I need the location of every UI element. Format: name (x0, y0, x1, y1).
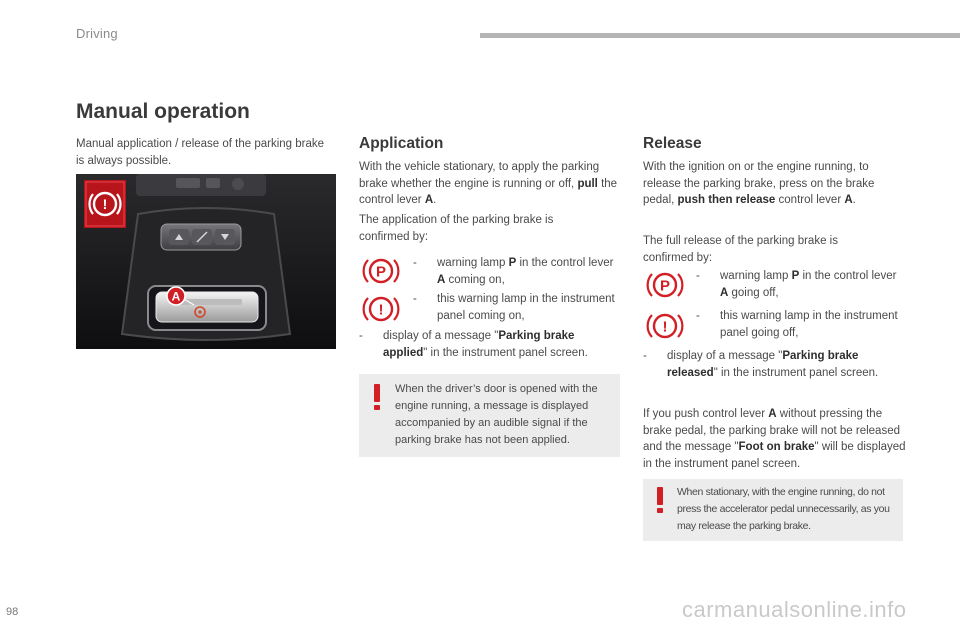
application-warning-note (359, 374, 620, 457)
svg-text:!: ! (662, 318, 668, 336)
svg-text:P: P (659, 277, 671, 295)
release-warning-note (643, 479, 903, 541)
application-item-2: - this warning lamp in the instrument panel coming on, (413, 293, 615, 322)
lever-label-a: A (171, 289, 181, 304)
release-para2: The full release of the parking brake is confirmed by: (643, 235, 838, 264)
page-title: Manual operation (76, 100, 250, 123)
application-para2: The application of the parking brake is confirmed by: (359, 214, 554, 243)
release-item-1: - warning lamp P in the control lever A going off, (696, 270, 897, 299)
warning-lamp-p-icon (645, 268, 685, 302)
warning-exclamation-icon (367, 382, 387, 412)
photo-lamp-excl: ! (102, 196, 108, 212)
application-item-1: - warning lamp P in the control lever A coming on, (413, 257, 614, 286)
application-para1: With the vehicle stationary, to apply the parking brake whether the engine is running or off, pull the control lever A. (359, 161, 618, 206)
parking-brake-illustration (76, 174, 336, 349)
application-item-3: - display of a message "Parking brake applied" in the instrument panel screen. (359, 330, 588, 359)
warning-lamp-exclamation-icon (361, 292, 401, 326)
svg-text:!: ! (378, 301, 384, 319)
header-bar (480, 33, 960, 38)
page-number: 98 (6, 606, 19, 618)
application-note-text: When the driver’s door is opened with the engine running, a message is displayed accompanied by an audible signal if the parking brake has not been applied. (395, 383, 598, 446)
intro-text: Manual application / release of the parking brake is always possible. (76, 138, 325, 167)
svg-text:P: P (375, 263, 387, 281)
release-note-text: When stationary, with the engine running, do not press the accelerator pedal unnecessarily, as you may release the parking brake. (677, 486, 890, 532)
warning-lamp-p-icon (361, 254, 401, 288)
watermark: carmanualsonline.info (682, 597, 907, 622)
release-title: Release (643, 135, 702, 152)
application-title: Application (359, 135, 444, 152)
release-para1: With the ignition on or the engine running, to release the parking brake, press on the brake pedal, push then release control lever A. (643, 161, 875, 206)
warning-exclamation-icon (650, 485, 670, 515)
release-para3: If you push control lever A without pressing the brake pedal, the parking brake will not be released and the message "Foot on brake" will be displayed in the instrument panel screen. (643, 408, 906, 470)
parking-brake-photo (76, 174, 336, 349)
section-label: Driving (76, 26, 118, 41)
warning-lamp-exclamation-icon (645, 309, 685, 343)
release-item-2: - this warning lamp in the instrument panel going off, (696, 310, 898, 339)
release-item-3: - display of a message "Parking brake released" in the instrument panel screen. (643, 350, 879, 379)
